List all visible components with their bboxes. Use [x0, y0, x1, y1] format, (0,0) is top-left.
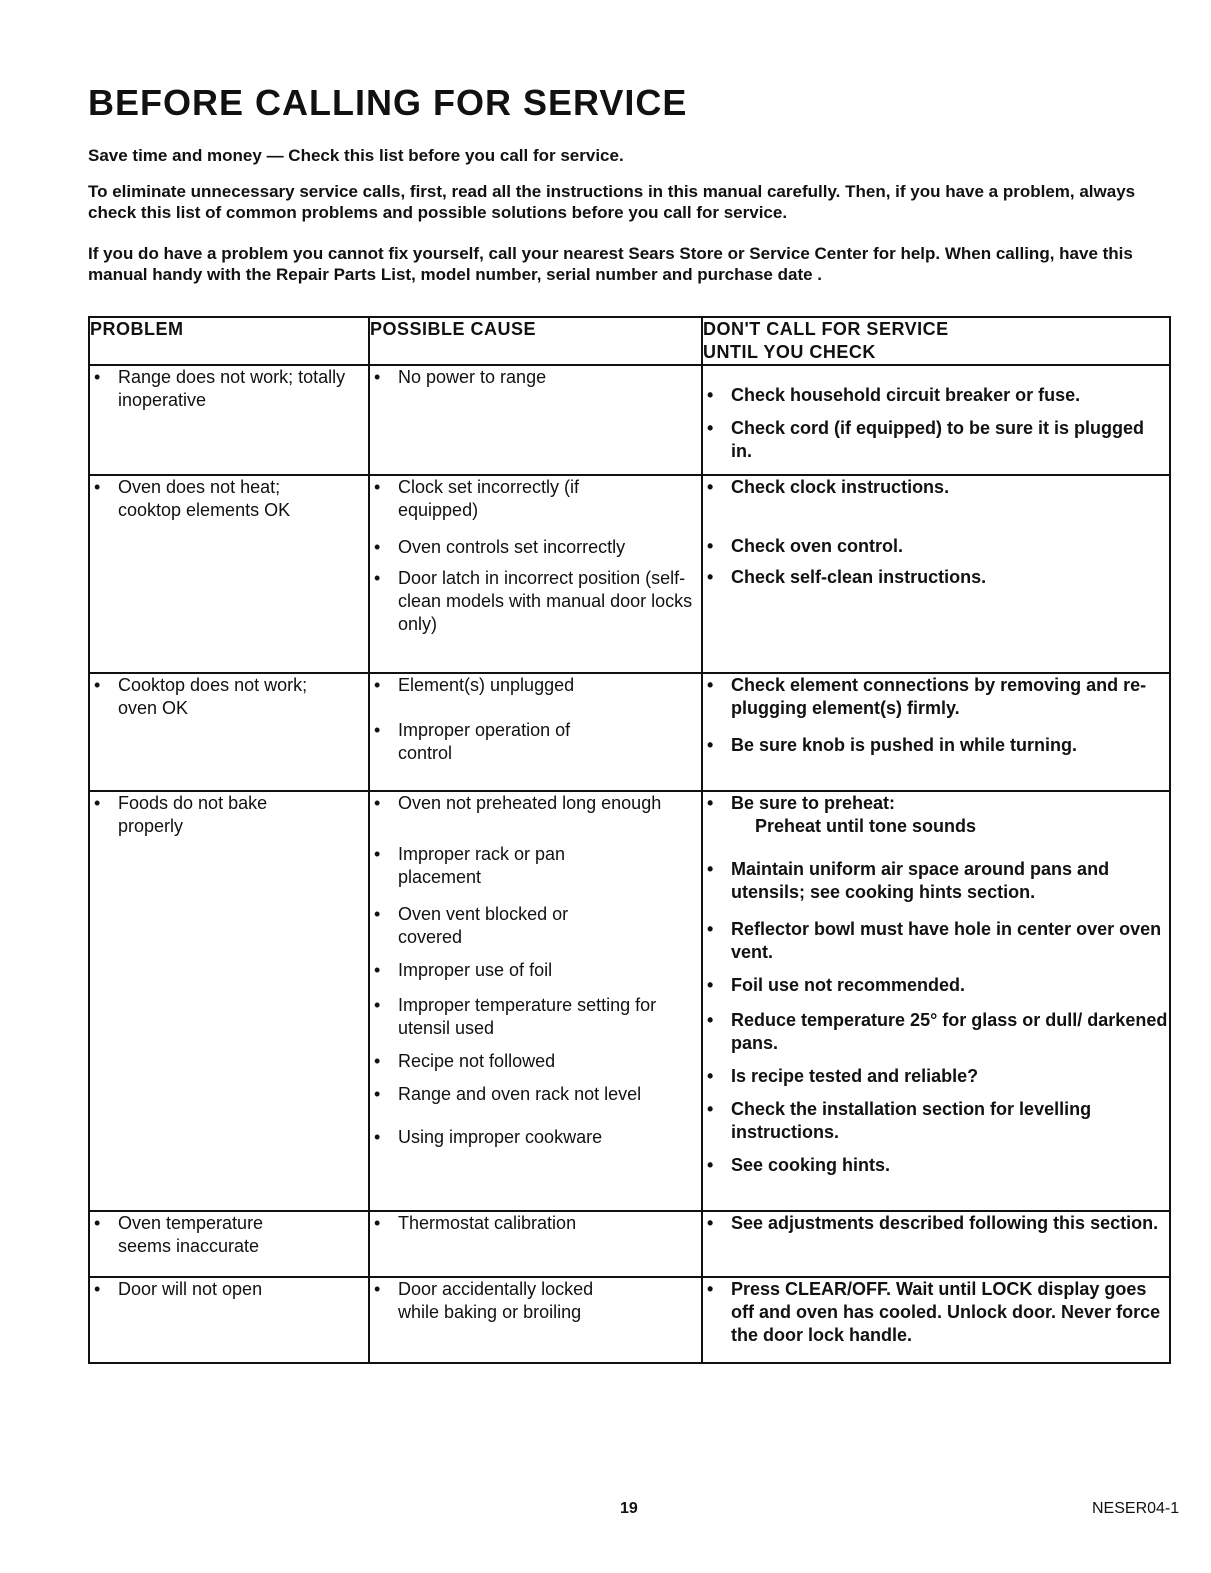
solution-item: • Is recipe tested and reliable?: [703, 1065, 1169, 1088]
cause-cell: [369, 365, 702, 475]
problem-cell: [89, 475, 369, 673]
table-row: [89, 791, 1170, 1211]
solution-item: • Press CLEAR/OFF. Wait until LOCK display goes off and oven has cooled. Unlock door. Never force the door lock handle.: [703, 1278, 1169, 1347]
problem-cell: [89, 673, 369, 791]
page-number: 19: [620, 1500, 638, 1517]
problem-item: • Door will not open: [90, 1278, 368, 1301]
solution-note: Preheat until tone sounds: [755, 816, 977, 836]
cause-cell: [369, 791, 702, 1211]
table-row: [89, 1277, 1170, 1363]
cause-item: • Improper rack or pan placement: [370, 843, 618, 889]
solution-cell: [702, 791, 1170, 1211]
cause-item: • Oven not preheated long enough: [370, 792, 701, 815]
cause-cell: [369, 475, 702, 673]
solution-item: • Check oven control.: [703, 535, 1169, 558]
solution-item: • Reduce temperature 25° for glass or dull/ darkened pans.: [703, 1009, 1169, 1055]
intro-paragraph: If you do have a problem you cannot fix yourself, call your nearest Sears Store or Service Center for help. When calling, have this manual handy with the Repair Parts List, model number, serial number and purchase date .: [88, 244, 1133, 284]
problem-cell: [89, 1211, 369, 1277]
cause-item: • Improper use of foil: [370, 959, 701, 982]
header-problem: PROBLEM: [89, 317, 369, 365]
solution-item: • Check cord (if equipped) to be sure it is plugged in.: [703, 417, 1169, 463]
cause-item: • Door latch in incorrect position (self-clean models with manual door locks only): [370, 567, 701, 636]
page-title: BEFORE CALLING FOR SERVICE: [88, 82, 688, 123]
header-possible-cause: POSSIBLE CAUSE: [369, 317, 702, 365]
solution-item: • Check clock instructions.: [703, 476, 1169, 499]
table-header-row: [89, 317, 1170, 365]
solution-cell: [702, 365, 1170, 475]
cause-item: • Oven controls set incorrectly: [370, 536, 701, 559]
solution-item: [703, 792, 1169, 838]
cause-item: • Element(s) unplugged: [370, 674, 701, 697]
cause-item: • Door accidentally locked while baking or broiling: [370, 1278, 638, 1324]
table-row: [89, 673, 1170, 791]
solution-item: • Check household circuit breaker or fuse.: [703, 384, 1169, 407]
solution-item: • Check self-clean instructions.: [703, 566, 1169, 589]
cause-item: • Thermostat calibration: [370, 1212, 701, 1235]
cause-cell: [369, 1211, 702, 1277]
problem-item: • Cooktop does not work; oven OK: [90, 674, 328, 720]
table-row: [89, 365, 1170, 475]
cause-item: • Range and oven rack not level: [370, 1083, 701, 1106]
header-solution-line1: DON'T CALL FOR SERVICE: [703, 319, 949, 339]
subtitle: Save time and money — Check this list before you call for service.: [88, 146, 624, 165]
problem-cell: [89, 791, 369, 1211]
problem-item: • Oven temperature seems inaccurate: [90, 1212, 318, 1258]
troubleshooting-table: [88, 316, 1171, 1364]
solution-cell: [702, 1277, 1170, 1363]
solution-item: • Check the installation section for levelling instructions.: [703, 1098, 1169, 1144]
cause-item: • Using improper cookware: [370, 1126, 701, 1149]
cause-item: • Recipe not followed: [370, 1050, 701, 1073]
cause-cell: [369, 1277, 702, 1363]
problem-cell: [89, 1277, 369, 1363]
cause-item: • Oven vent blocked or covered: [370, 903, 618, 949]
solution-item: • Reflector bowl must have hole in center over oven vent.: [703, 918, 1169, 964]
table-row: [89, 475, 1170, 673]
table-row: [89, 1211, 1170, 1277]
problem-item: • Range does not work; totally inoperative: [90, 366, 368, 412]
cause-item: • No power to range: [370, 366, 701, 389]
problem-cell: [89, 365, 369, 475]
solution-item: • See cooking hints.: [703, 1154, 1169, 1177]
cause-item: • Improper operation of control: [370, 719, 618, 765]
solution-cell: [702, 673, 1170, 791]
solution-item: • Foil use not recommended.: [703, 974, 1169, 997]
intro-paragraph: To eliminate unnecessary service calls, first, read all the instructions in this manual carefully. Then, if you have a problem, always check this list of common problems and possible solutions before you call for service.: [88, 182, 1136, 222]
solution-cell: [702, 1211, 1170, 1277]
problem-item: • Foods do not bake properly: [90, 792, 318, 838]
document-code: NESER04-1: [1092, 1500, 1180, 1517]
solution-item: • Be sure knob is pushed in while turning.: [703, 734, 1169, 757]
problem-item: • Oven does not heat; cooktop elements OK: [90, 476, 328, 522]
cause-item: • Improper temperature setting for utensil used: [370, 994, 701, 1040]
solution-item: • Maintain uniform air space around pans and utensils; see cooking hints section.: [703, 858, 1169, 904]
header-solution: [702, 317, 1170, 365]
solution-item: • See adjustments described following this section.: [703, 1212, 1169, 1235]
solution-text: Be sure to preheat:: [731, 793, 896, 813]
cause-cell: [369, 673, 702, 791]
solution-item: • Check element connections by removing and re-plugging element(s) firmly.: [703, 674, 1169, 720]
header-solution-line2: UNTIL YOU CHECK: [703, 342, 876, 362]
cause-item: • Clock set incorrectly (if equipped): [370, 476, 598, 522]
solution-cell: [702, 475, 1170, 673]
